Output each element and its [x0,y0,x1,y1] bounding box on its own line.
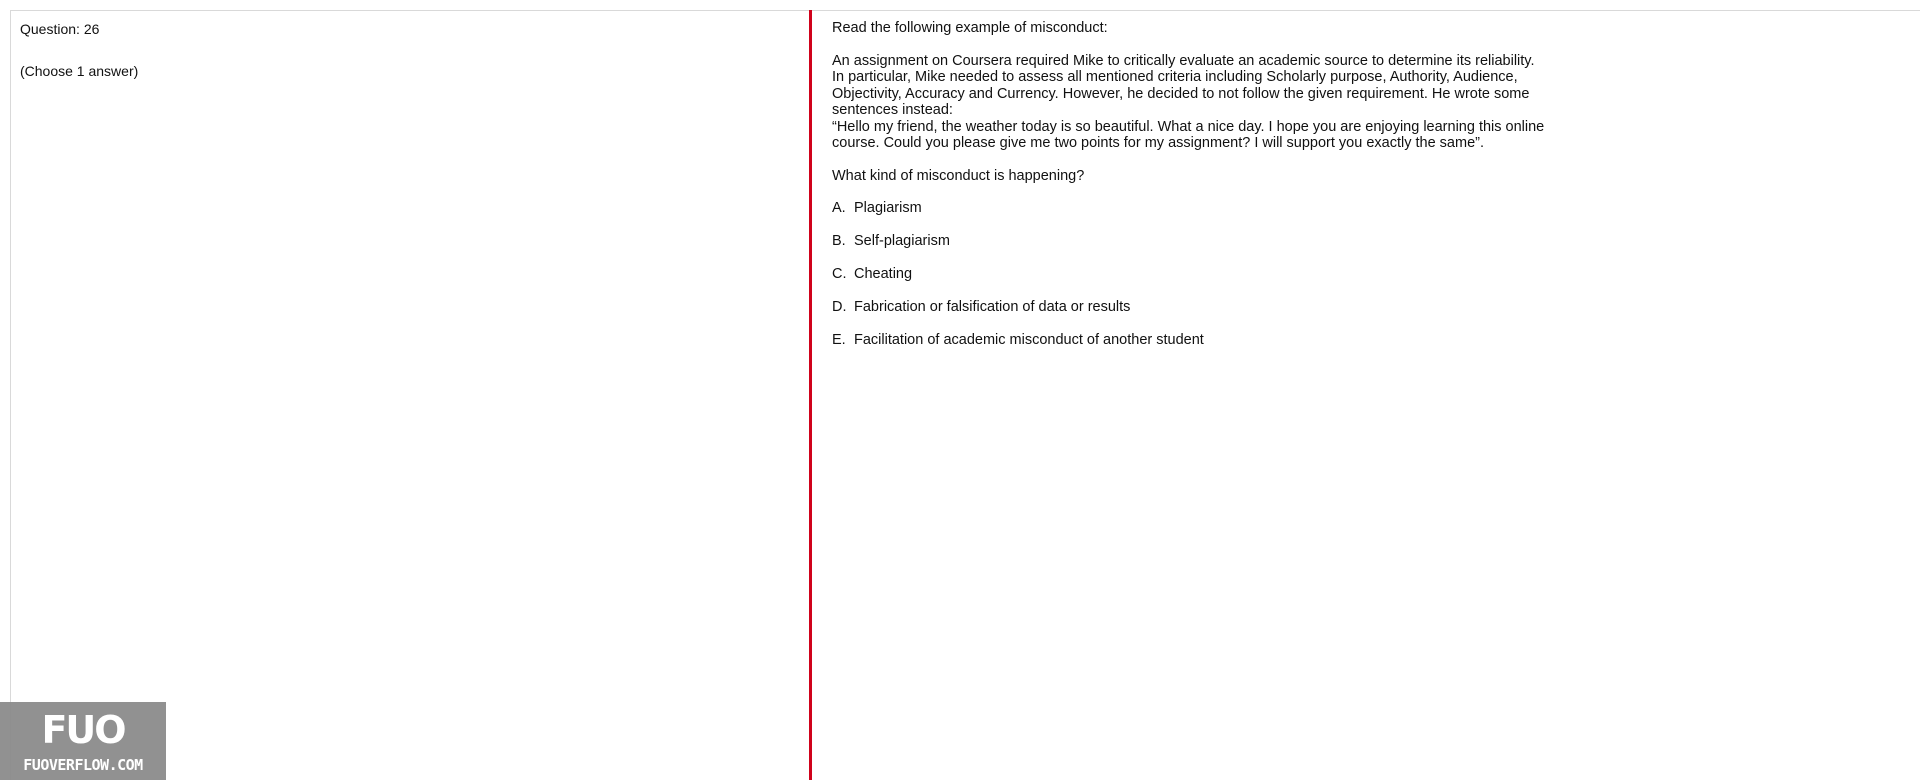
scenario-line: An assignment on Coursera required Mike to critically evaluate an academic source to determine its reliability. [832,52,1535,69]
scenario-line: sentences instead: [832,102,953,118]
option-a[interactable] [832,200,1902,217]
option-letter: D. [832,299,847,315]
option-text: Cheating [854,266,913,282]
scenario-text [832,53,1602,152]
question-intro: Read the following example of misconduct: [832,20,1108,36]
option-text: Plagiarism [854,200,922,216]
option-c[interactable] [832,266,1902,283]
option-b[interactable] [832,233,1902,250]
option-letter: B. [832,233,846,249]
scenario-line: “Hello my friend, the weather today is so beautiful. What a nice day. I hope you are enjoying learning this online [832,118,1545,135]
question-prompt: What kind of misconduct is happening? [832,167,1085,184]
question-info-pane [10,10,809,780]
answer-instruction: (Choose 1 answer) [20,63,139,79]
question-content-pane [832,10,1902,780]
scenario-line: course. Could you please give me two points for my assignment? I will support you exactly the same”. [832,135,1484,151]
site-watermark [0,702,166,780]
option-letter: C. [832,266,847,282]
question-number: Question: 26 [20,21,100,37]
watermark-logo: FUO [41,708,125,752]
option-e[interactable] [832,332,1902,349]
option-text: Self-plagiarism [854,233,950,249]
option-text: Facilitation of academic misconduct of another student [854,332,1204,348]
option-letter: A. [832,200,846,216]
option-letter: E. [832,332,846,348]
scenario-line: In particular, Mike needed to assess all mentioned criteria including Scholarly purpose, Authority, Audience, [832,69,1518,85]
option-d[interactable] [832,299,1902,316]
scenario-line: Objectivity, Accuracy and Currency. However, he decided to not follow the given requirement. He wrote some [832,85,1530,102]
option-text: Fabrication or falsification of data or results [854,299,1131,315]
pane-divider [809,10,812,780]
watermark-site: FUOVERFLOW.COM [23,756,143,774]
